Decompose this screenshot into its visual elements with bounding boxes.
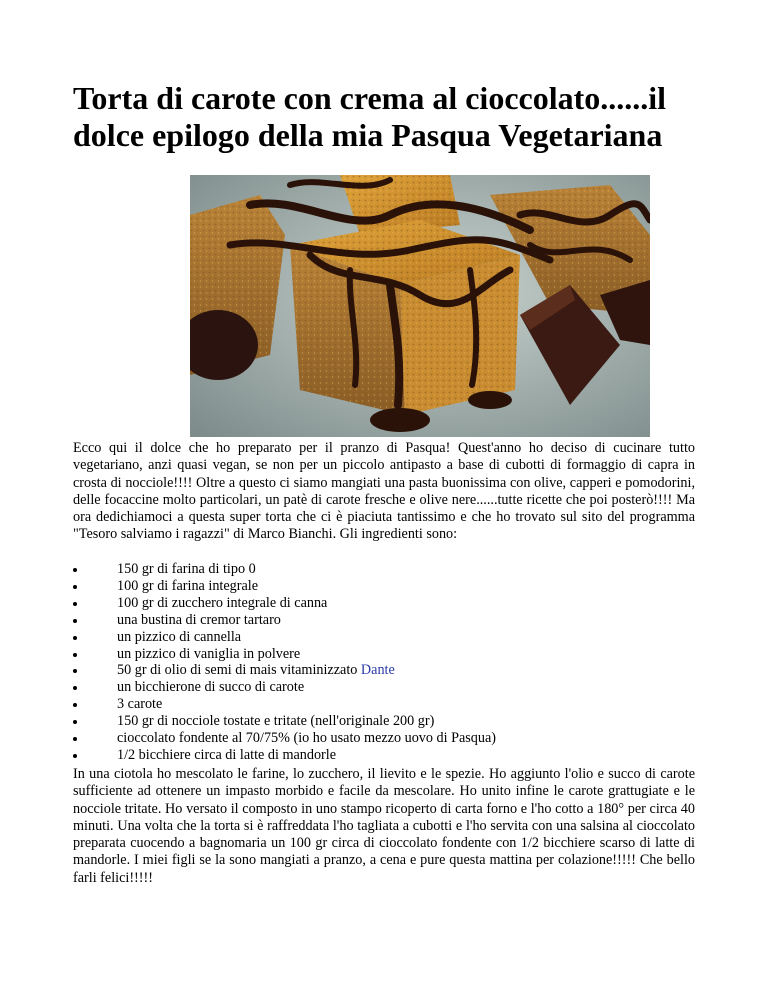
list-item: un pizzico di vaniglia in polvere	[73, 646, 673, 663]
list-item: 150 gr di nocciole tostate e tritate (nell'originale 200 gr)	[73, 713, 673, 730]
list-item: 150 gr di farina di tipo 0	[73, 561, 673, 578]
list-item: cioccolato fondente al 70/75% (io ho usato mezzo uovo di Pasqua)	[73, 730, 673, 747]
list-item: un bicchierone di succo di carote	[73, 679, 673, 696]
method-paragraph: In una ciotola ho mescolato le farine, lo zucchero, il lievito e le spezie. Ho aggiunto l'olio e succo di carote sufficiente ad ottenere un impasto morbido e facile da mescolare. Ho unito infine le carote grattugiate e le nocciole tritate. Ho versato il composto in uno stampo ricoperto di carta forno e l'ho cotto a 180° per circa 40 minuti. Una volta che la torta si è raffreddata l'ho tagliata a cubotti e l'ho servita con una salsina al cioccolato preparata cuocendo a bagnomaria un 100 gr circa di cioccolato fondente con 1/2 bicchiere scarso di latte di mandorle. I miei figli se la sono mangiati a pranzo, a cena e pure questa mattina per colazione!!!!! Che bello farli felici!!!!!	[73, 766, 695, 886]
list-item: 3 carote	[73, 696, 673, 713]
list-item: una bustina di cremor tartaro	[73, 612, 673, 629]
intro-paragraph: Ecco qui il dolce che ho preparato per il pranzo di Pasqua! Quest'anno ho deciso di cucinare tutto vegetariano, anzi quasi vegan, se non per un piccolo antipasto a base di cubotti di formaggio di capra in crosta di nocciole!!!! Oltre a questo ci siamo mangiati una pasta buonissima con olive, capperi e pomodorini, delle focaccine molto particolari, un patè di carote fresche e olive nere......tutte ricette che poi posterò!!!! Ma ora dedichiamoci a questa super torta che ci è piaciuta tantissimo e che ho trovato sul sito del programma "Tesoro salviamo i ragazzi" di Marco Bianchi. Gli ingredienti sono:	[73, 440, 695, 543]
list-item: 1/2 bicchiere circa di latte di mandorle	[73, 747, 673, 764]
list-item: 100 gr di zucchero integrale di canna	[73, 595, 673, 612]
cake-photo	[190, 175, 650, 437]
list-item: 50 gr di olio di semi di mais vitaminizzato Dante	[73, 662, 673, 679]
ingredients-list	[73, 561, 673, 764]
dante-link[interactable]: Dante	[360, 662, 395, 679]
list-item: 100 gr di farina integrale	[73, 578, 673, 595]
cake-photo-illustration	[190, 175, 650, 437]
list-item: un pizzico di cannella	[73, 629, 673, 646]
article-title: Torta di carote con crema al cioccolato......il dolce epilogo della mia Pasqua Vegetariana	[73, 80, 667, 153]
